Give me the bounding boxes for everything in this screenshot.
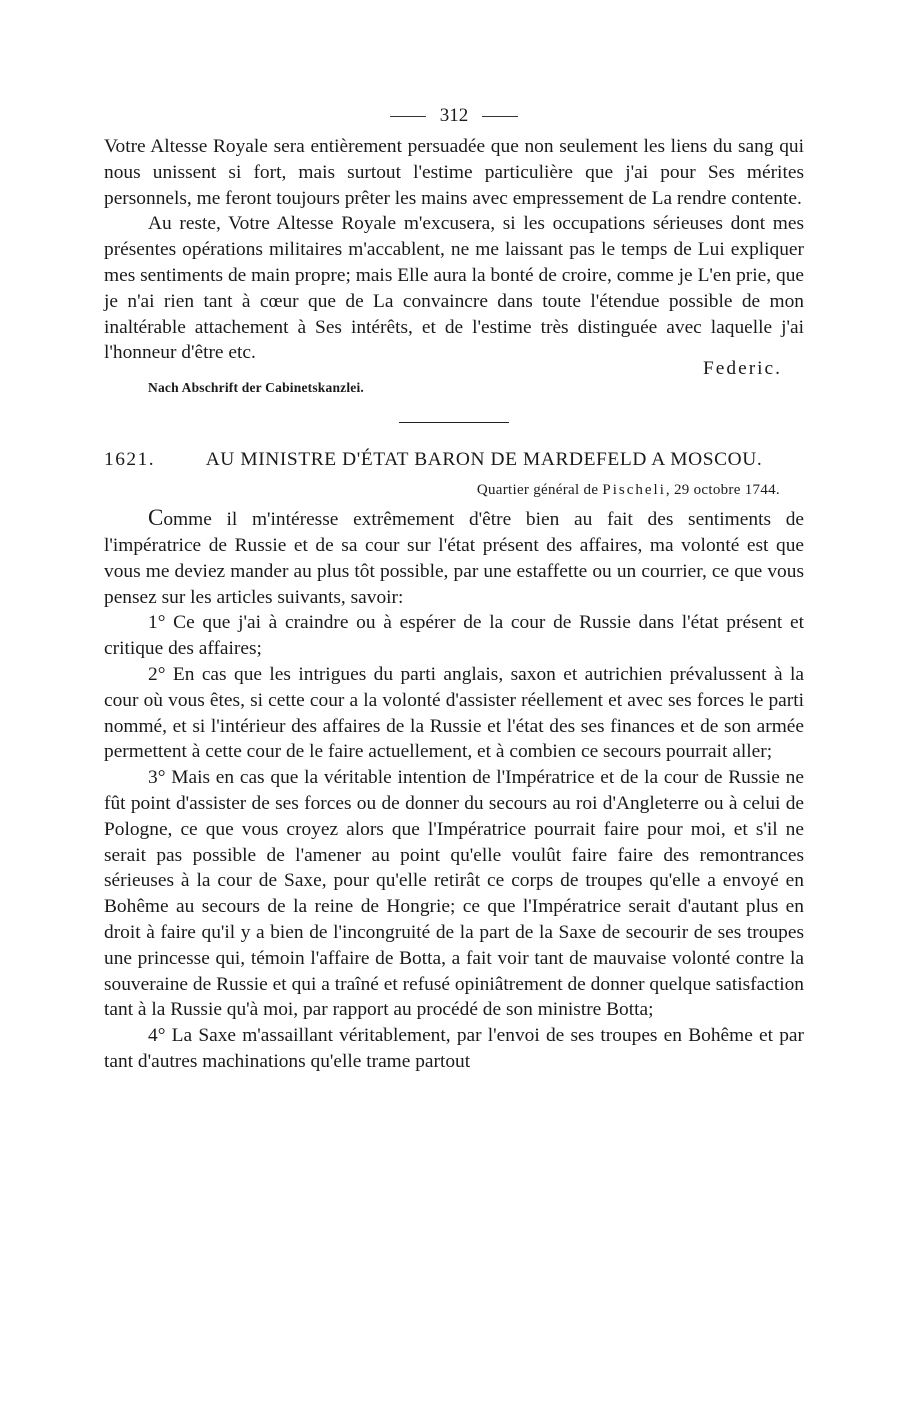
- page-header: [104, 98, 804, 134]
- article-4: 4° La Saxe m'assaillant véritablement, par l'envoi de ses troupes en Bohême et par tant d'autres machinations qu'elle trame partout: [104, 1025, 804, 1072]
- continuation-paragraph-2: Au reste, Votre Altesse Royale m'excusera, si les occupations sérieuses dont mes présentes opérations militaires m'accablent, ne me laissant pas le temps de Lui expliquer mes sentiments de main propre; mais Elle aura la bonté de croire, comme je L'en prie, que je n'ai rien tant à cœur que de La convaincre dans toute l'étendue possible de mon inaltérable attachement à Ses intérêts, et de l'estime très distinguée avec laquelle j'ai l'honneur d'être etc.: [104, 213, 804, 364]
- source-note: Nach Abschrift der Cabinetskanzlei.: [148, 380, 365, 396]
- article-3: 3° Mais en cas que la véritable intention de l'Impératrice et de la cour de Russie ne fût point d'assister de ses forces ou de donner du secours au roi d'Angleterre ou à celui de Pologne, ce que vous croyez alors que l'Impératrice pourrait faire pour moi, et s'il ne serait pas possible de l'amener au point qu'elle voulût faire faire des remontrances sérieuses à la cour de Saxe, pour qu'elle retirât ce corps de troupes qu'elle a envoyé en Bohême au secours de la reine de Hongrie; ce que l'Impératrice serait d'autant plus en droit à faire qu'il y a bien de l'incongruité de la part de la Saxe de secourir de ses troupes une princesse qui, témoin l'affaire de Botta, a fait voir tant de mauvaise volonté contre la souveraine de Russie et qui a traîné et refusé opiniâtrement de donner quelque satisfaction tant à la Russie qu'à moi, par rapport au procédé de son ministre Botta;: [104, 767, 804, 1021]
- letter-opening-paragraph: [104, 505, 804, 610]
- letter-dateline: [104, 482, 780, 499]
- dateline-suffix: , 29 octobre 1744.: [665, 482, 780, 499]
- article-2: 2° En cas que les intrigues du parti anglais, saxon et autrichien prévalussent à la cour où vous êtes, si cette cour a la volonté d'assister réellement et avec ses forces le parti nommé, et si l'intérieur des affaires de la Russie et l'état des ses finances et de son armée permettent à cette cour de le faire actuellement, et à combien ce secours pourrait aller;: [104, 663, 804, 763]
- signature: Federic.: [703, 358, 782, 380]
- continuation-paragraph-1: Votre Altesse Royale sera entièrement persuadée que non seulement les liens du sang qui nous unissent si fort, mais surtout l'estime particulière que j'ai pour Ses mérites personnels, me feront toujours prêter les mains avec empressement de La rendre contente.: [104, 136, 804, 209]
- letter-heading: [104, 447, 804, 472]
- dateline-prefix: Quartier général de: [476, 482, 599, 499]
- document-page: [104, 98, 804, 1075]
- header-dash-right: [482, 116, 518, 117]
- section-divider: [399, 422, 509, 423]
- article-1: 1° Ce que j'ai à craindre ou à espérer de la cour de Russie dans l'état présent et critique des affaires;: [104, 612, 804, 660]
- page-number: 312: [439, 105, 469, 126]
- letter-title: AU MINISTRE D'ÉTAT BARON DE MARDEFELD A MOSCOU.: [205, 449, 763, 471]
- dateline-place: Pischeli: [602, 482, 666, 499]
- opening-text: omme il m'intéresse extrêmement d'être bien au fait des sentiments de l'impératrice de Russie et de sa cour sur l'état présent des affaires, ma volonté est que vous me deviez mander au plus tôt possible, par une estaffette ou un courrier, ce que vous pensez sur les articles suivants, savoir:: [104, 509, 804, 608]
- opening-initial: C: [148, 505, 164, 531]
- header-dash-left: [390, 116, 426, 117]
- letter-number: 1621.: [104, 449, 156, 471]
